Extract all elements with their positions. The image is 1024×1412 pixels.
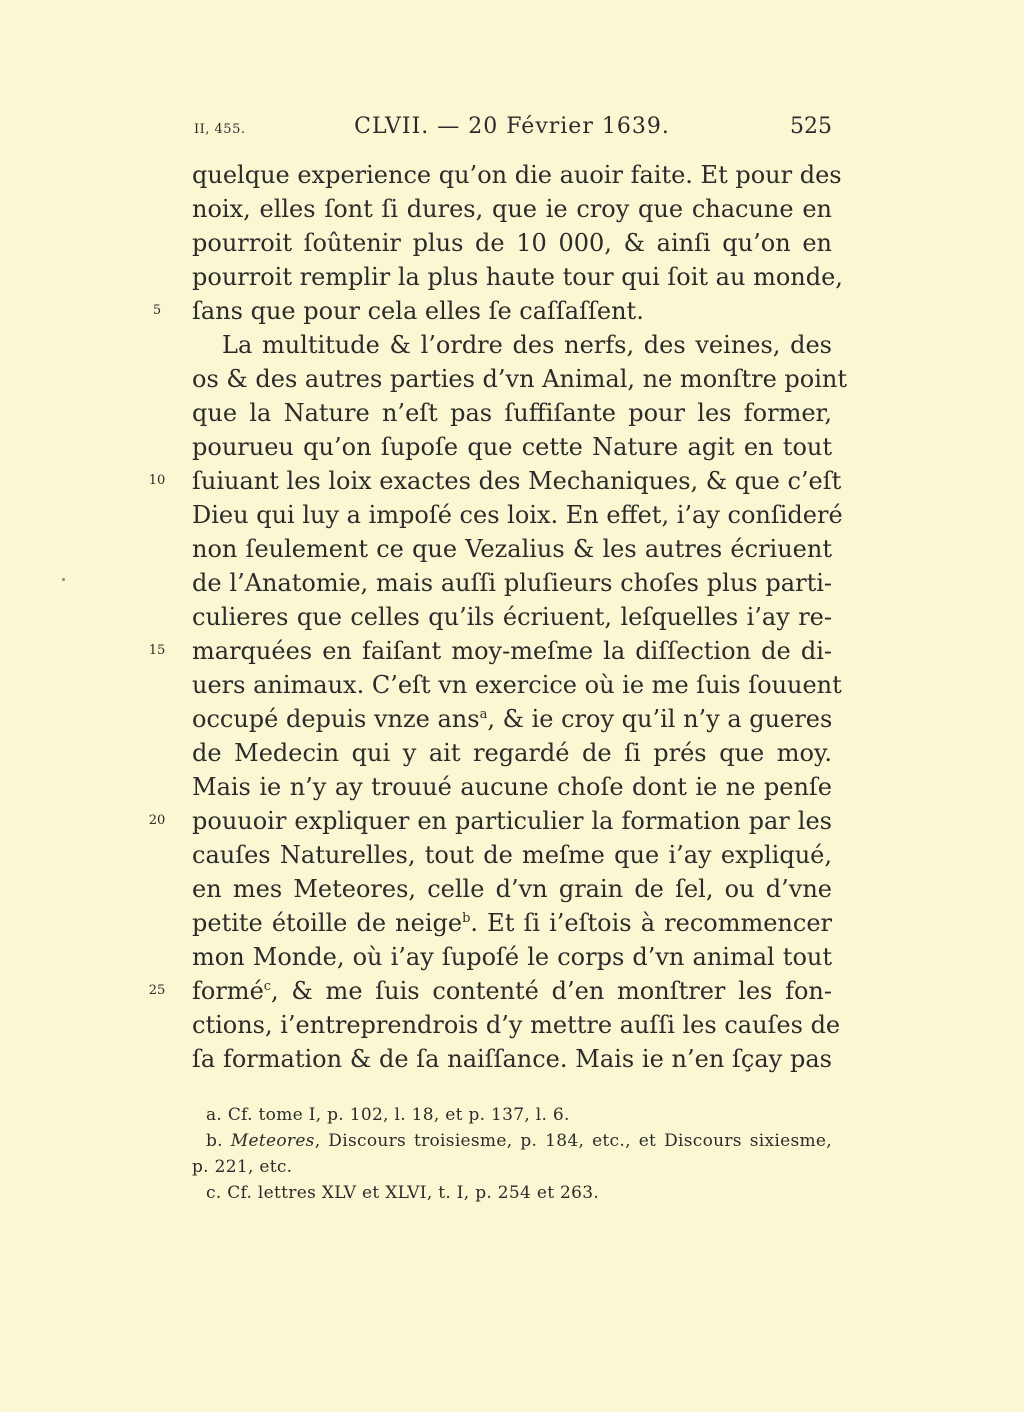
text-line (192, 362, 848, 396)
margin-mark (62, 578, 65, 581)
text-line (192, 1042, 832, 1076)
text-line (192, 192, 832, 226)
text-line (192, 838, 832, 872)
footnote-a: a. Cf. tome I, p. 102, l. 18, et p. 137, l. 6. (206, 1105, 570, 1125)
line-text-end: , & ie croy qu’il n’y a gueres (487, 705, 833, 733)
footnotes (192, 1102, 832, 1206)
text-line (192, 872, 832, 906)
text-line (192, 260, 843, 294)
line-text: en mes Meteores, celle d’vn grain de ſel, ou d’vne (192, 875, 832, 903)
line-text: Dieu qui luy a impoſé ces loix. En effet, i’ay conſideré (192, 501, 843, 529)
line-text (192, 906, 832, 940)
line-text: La multitude & l’ordre des nerfs, des veines, des (222, 331, 832, 359)
footnote-b-text: , Discours troisiesme, p. 184, etc., et Discours sixiesme, p. 221, etc. (192, 1131, 832, 1177)
text-line (192, 396, 832, 430)
line-text: de l’Anatomie, mais auſſi pluſieurs choſes plus parti- (192, 569, 832, 597)
footnote-c: c. Cf. lettres XLV et XLVI, t. I, p. 254 et 263. (206, 1183, 600, 1203)
line-text: pourroit remplir la plus haute tour qui ſoit au monde, (192, 263, 843, 291)
footnote-b (192, 1128, 832, 1180)
letter-title: CLVII. — 20 Février 1639. (354, 114, 670, 139)
line-text: Mais ie n’y ay trouué aucune choſe dont ie ne penſe (192, 773, 832, 801)
line-text: ctions, i’entreprendrois d’y mettre auſſi les cauſes de (192, 1011, 841, 1039)
line-text: pourroit ſoûtenir plus de 10 000, & ainſi qu’on en (192, 229, 832, 257)
text-line (192, 668, 842, 702)
line-text: ſa formation & de ſa naiſſance. Mais ie n’en ſçay pas (192, 1045, 832, 1073)
text-line (192, 736, 832, 770)
line-text-start: formé (192, 977, 264, 1005)
text-line (192, 328, 832, 362)
line-text: que la Nature n’eſt pas ſuffiſante pour les former, (192, 399, 832, 427)
footnote-b-italic: Meteores (230, 1131, 315, 1151)
line-text: marquées en faiſant moy-meſme la diſſection de di- (192, 637, 832, 665)
line-text-end: . Et ſi i’eſtois à recommencer (470, 909, 833, 937)
line-text: mon Monde, où i’ay ſupoſé le corps d’vn animal tout (192, 943, 832, 971)
line-text-end: , & me ſuis contenté d’en monſtrer les fon- (271, 977, 832, 1005)
text-line (192, 906, 832, 940)
text-line (192, 940, 832, 974)
footnote-ref-c: c (263, 979, 272, 994)
line-number: 5 (152, 303, 162, 318)
line-text (192, 702, 832, 736)
text-line (192, 498, 843, 532)
footnote-ref-a: a (479, 707, 488, 722)
line-text: ſans que pour cela elles ſe caſſaſſent. (192, 297, 644, 325)
line-text: noix, elles ſont ſi dures, que ie croy que chacune en (192, 195, 832, 223)
line-text: ſuiuant les loix exactes des Mechaniques, & que c’eſt (192, 467, 842, 495)
line-text-start: petite étoille de neige (192, 909, 463, 937)
line-text (192, 974, 832, 1008)
text-line (148, 634, 832, 668)
line-text: quelque experience qu’on die auoir faite. Et pour des (192, 161, 842, 189)
text-line (192, 158, 842, 192)
page-number: 525 (790, 114, 832, 139)
text-line (192, 702, 832, 736)
line-text: culieres que celles qu’ils écriuent, leſquelles i’ay re- (192, 603, 832, 631)
text-line (148, 974, 832, 1008)
volume-reference: II, 455. (194, 122, 246, 137)
line-text: non ſeulement ce que Vezalius & les autres écriuent (192, 535, 832, 563)
line-number: 15 (148, 643, 166, 658)
text-line (152, 294, 832, 328)
line-text: pouuoir expliquer en particulier la formation par les (192, 807, 832, 835)
line-text: de Medecin qui y ait regardé de ſi prés que moy. (192, 739, 832, 767)
line-text: uers animaux. C’eſt vn exercice où ie me ſuis ſouuent (192, 671, 842, 699)
text-line (192, 770, 832, 804)
line-text: cauſes Naturelles, tout de meſme que i’ay expliqué, (192, 841, 832, 869)
footnote-b-label: b. (206, 1131, 231, 1151)
text-line (148, 464, 842, 498)
text-line (192, 1008, 841, 1042)
line-text: os & des autres parties d’vn Animal, ne monſtre point (192, 365, 848, 393)
line-number: 10 (148, 473, 166, 488)
line-text-start: occupé depuis vnze ans (192, 705, 480, 733)
text-line (148, 804, 832, 838)
text-line (192, 430, 832, 464)
letter-body (148, 158, 848, 1076)
footnote-ref-b: b (462, 911, 471, 926)
text-line (192, 226, 832, 260)
line-text: pourueu qu’on ſupoſe que cette Nature agit en tout (192, 433, 832, 461)
line-number: 25 (148, 983, 166, 998)
text-line (192, 600, 832, 634)
text-line (192, 566, 832, 600)
line-number: 20 (148, 813, 166, 828)
text-line (192, 532, 832, 566)
running-header (192, 114, 832, 148)
